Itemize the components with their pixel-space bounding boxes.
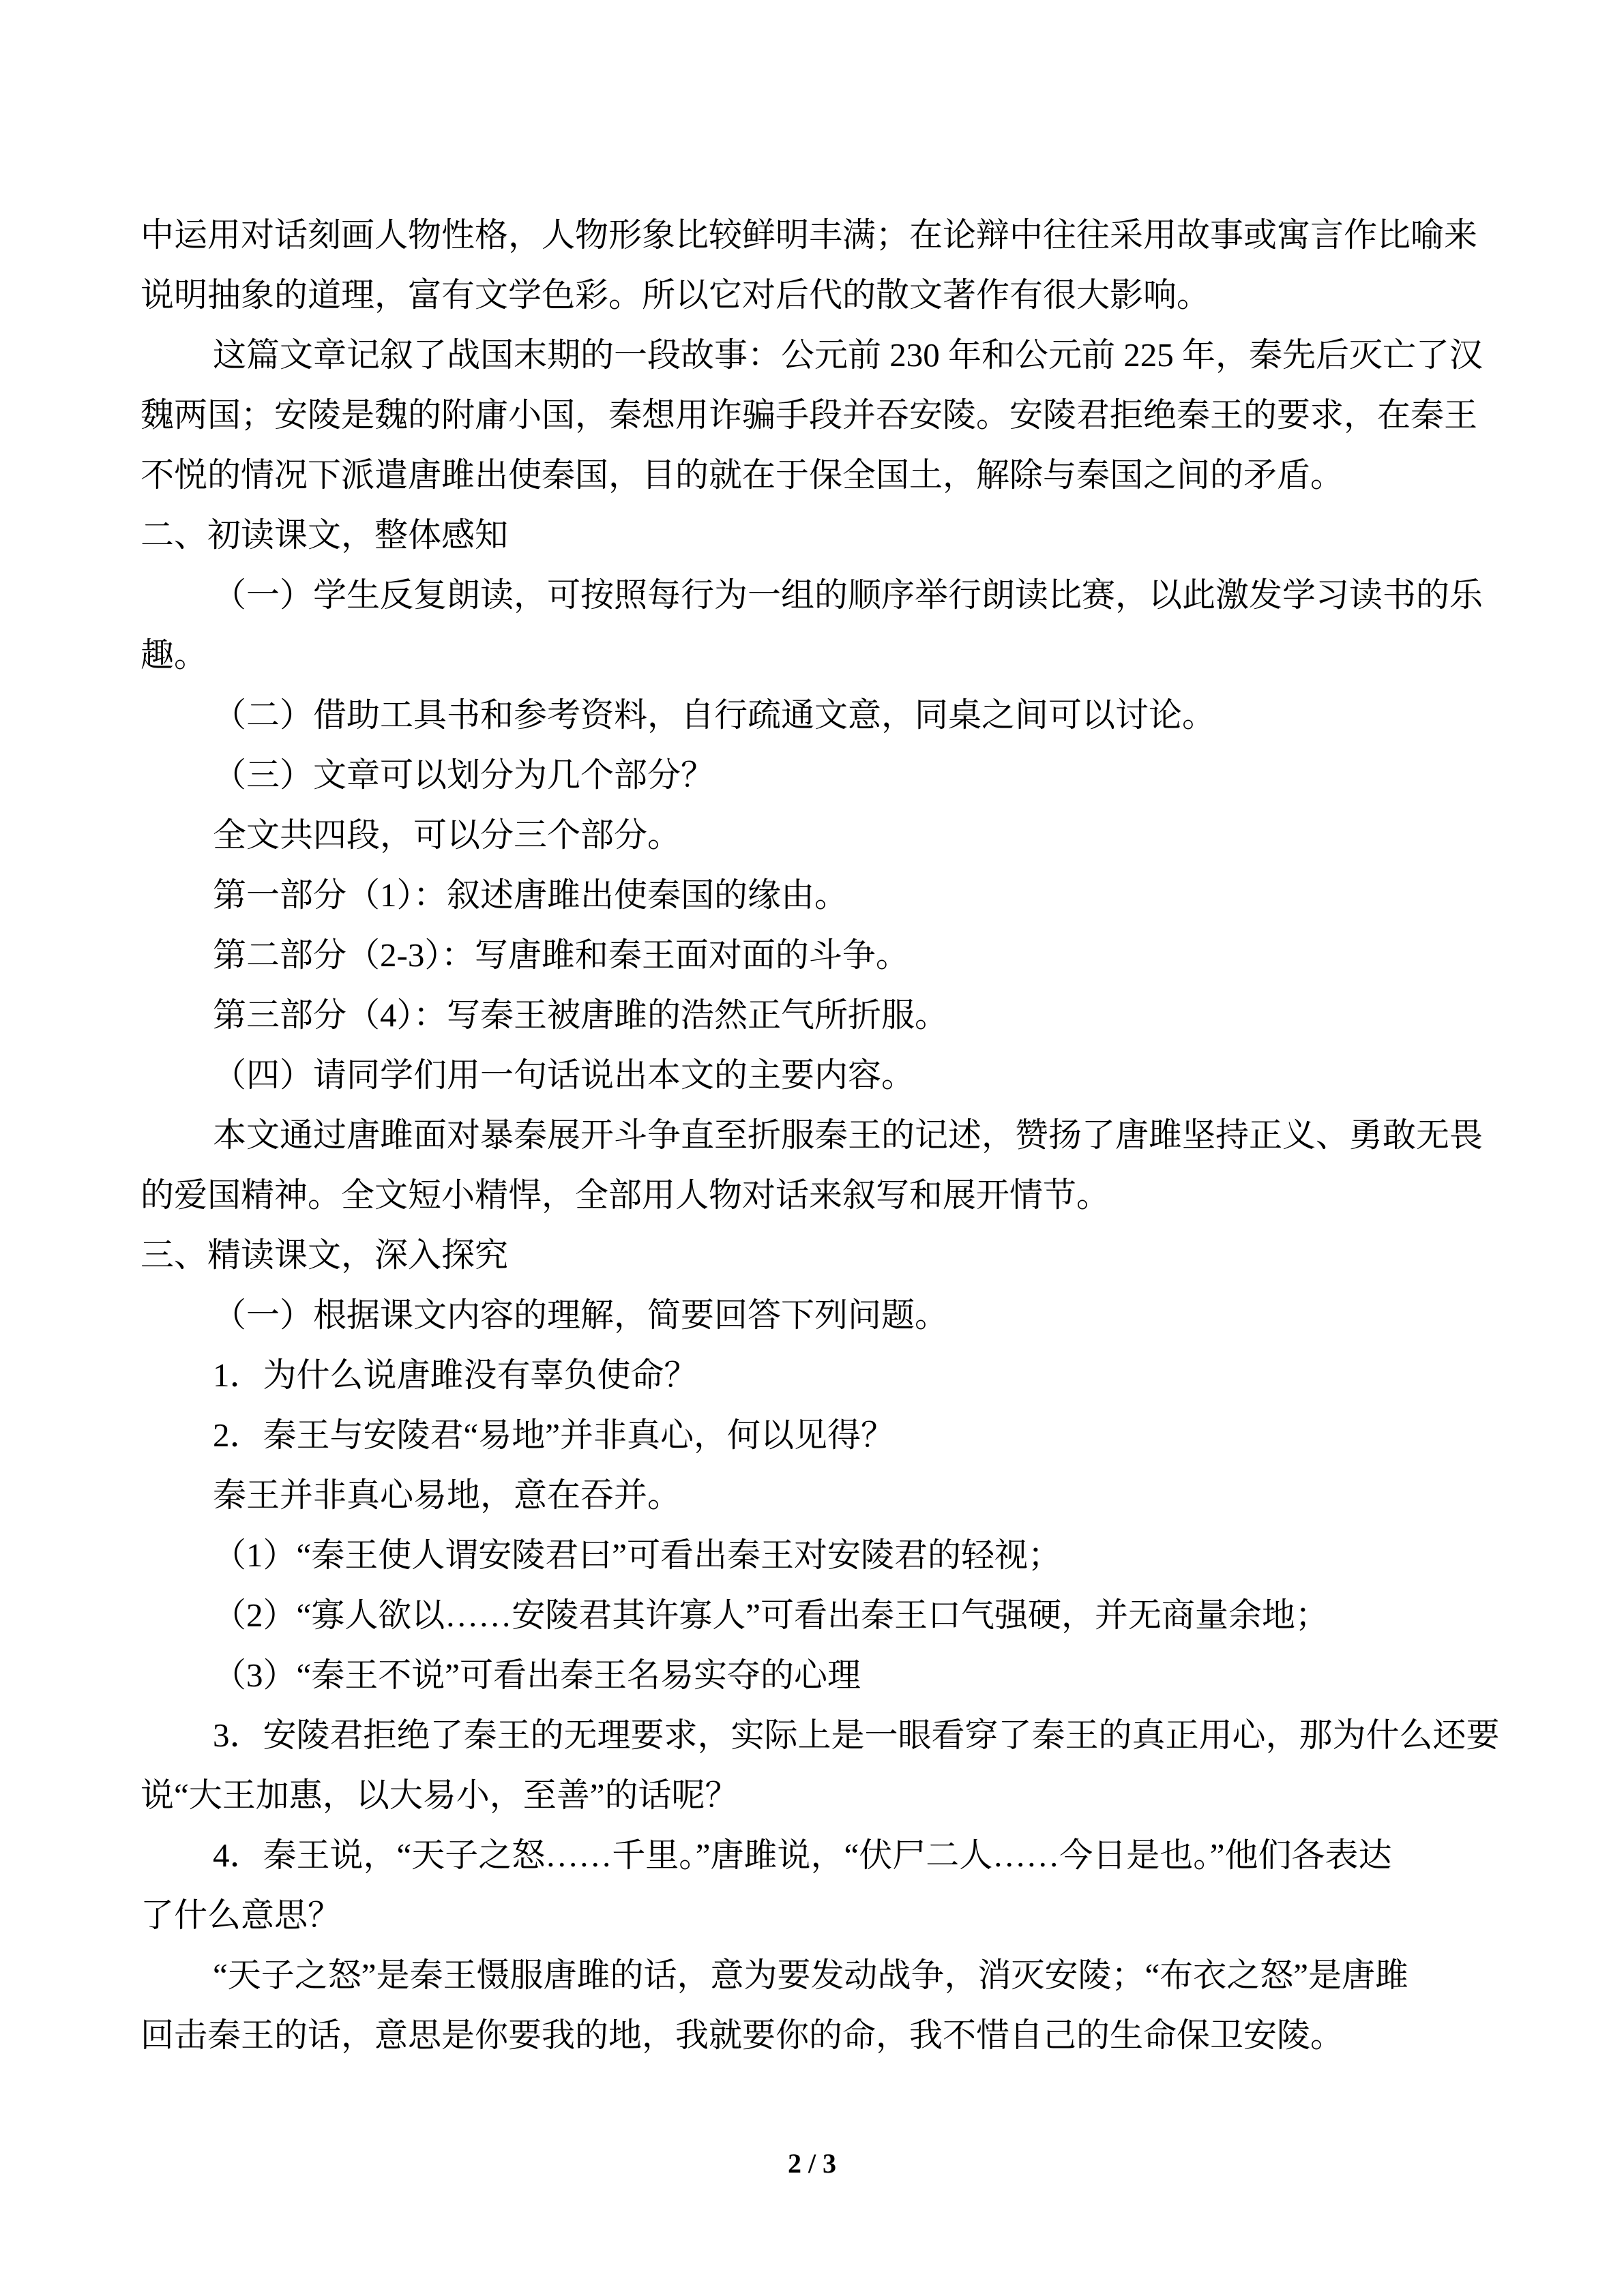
text-line: 回击秦王的话，意思是你要我的地，我就要你的命，我不惜自己的生命保卫安陵。 bbox=[141, 2016, 1344, 2054]
text-line: 三、精读课文，深入探究 bbox=[141, 1236, 509, 1274]
text-line: 第三部分（4）：写秦王被唐雎的浩然正气所折服。 bbox=[213, 996, 949, 1034]
paragraph bbox=[141, 865, 1499, 925]
paragraph bbox=[141, 745, 1499, 805]
text-line: 全文共四段，可以分三个部分。 bbox=[213, 816, 681, 854]
text-line: 的爱国精神。全文短小精悍，全部用人物对话来叙写和展开情节。 bbox=[141, 1176, 1110, 1214]
text-line: 本文通过唐雎面对暴秦展开斗争直至折服秦王的记述，赞扬了唐雎坚持正义、勇敢无畏 bbox=[213, 1116, 1483, 1154]
paragraph bbox=[141, 685, 1499, 745]
text-line: （二）借助工具书和参考资料，自行疏通文意，同桌之间可以讨论。 bbox=[213, 696, 1216, 734]
paragraph bbox=[141, 565, 1499, 685]
document-body bbox=[141, 205, 1499, 2066]
text-line: 第一部分（1）：叙述唐雎出使秦国的缘由。 bbox=[213, 876, 848, 914]
text-line: 魏两国；安陵是魏的附庸小国，秦想用诈骗手段并吞安陵。安陵君拒绝秦王的要求，在秦王 bbox=[141, 396, 1478, 434]
paragraph bbox=[141, 505, 1499, 565]
paragraph bbox=[141, 1645, 1499, 1705]
text-line: （一）学生反复朗读，可按照每行为一组的顺序举行朗读比赛，以此激发学习读书的乐 bbox=[213, 576, 1483, 614]
paragraph bbox=[141, 205, 1499, 325]
text-line: （3）“秦王不说”可看出秦王名易实夺的心理 bbox=[213, 1656, 861, 1694]
text-line: 4．秦王说，“天子之怒……千里。”唐雎说，“伏尸二人……今日是也。”他们各表达 bbox=[213, 1836, 1392, 1874]
paragraph bbox=[141, 1585, 1499, 1645]
paragraph bbox=[141, 1705, 1499, 1825]
paragraph bbox=[141, 1945, 1499, 2066]
text-line: 趣。 bbox=[141, 636, 208, 674]
text-line: （三）文章可以划分为几个部分？ bbox=[213, 756, 715, 794]
paragraph bbox=[141, 1045, 1499, 1105]
text-line: 2．秦王与安陵君“易地”并非真心，何以见得？ bbox=[213, 1416, 894, 1454]
text-line: 不悦的情况下派遣唐雎出使秦国，目的就在于保全国土，解除与秦国之间的矛盾。 bbox=[141, 456, 1344, 494]
text-line: 3．安陵君拒绝了秦王的无理要求，实际上是一眼看穿了秦王的真正用心，那为什么还要 bbox=[213, 1716, 1500, 1754]
text-line: 秦王并非真心易地，意在吞并。 bbox=[213, 1476, 681, 1514]
paragraph bbox=[141, 1225, 1499, 1285]
text-line: 说“大王加惠，以大易小，至善”的话呢？ bbox=[141, 1776, 739, 1814]
paragraph bbox=[141, 1525, 1499, 1585]
paragraph bbox=[141, 985, 1499, 1045]
page-number: 2 / 3 bbox=[787, 2148, 837, 2179]
paragraph bbox=[141, 325, 1499, 505]
text-line: （四）请同学们用一句话说出本文的主要内容。 bbox=[213, 1056, 915, 1094]
text-line: 说明抽象的道理，富有文学色彩。所以它对后代的散文著作有很大影响。 bbox=[141, 276, 1211, 314]
text-line: 中运用对话刻画人物性格，人物形象比较鲜明丰满；在论辩中往往采用故事或寓言作比喻来 bbox=[141, 216, 1478, 254]
text-line: （一）根据课文内容的理解，简要回答下列问题。 bbox=[213, 1296, 949, 1334]
paragraph bbox=[141, 1825, 1499, 1945]
paragraph bbox=[141, 1465, 1499, 1525]
paragraph bbox=[141, 925, 1499, 985]
text-line: 这篇文章记叙了战国末期的一段故事：公元前 230 年和公元前 225 年，秦先后灭亡了汉 bbox=[213, 336, 1483, 374]
text-line: “天子之怒”是秦王慑服唐雎的话，意为要发动战争，消灭安陵；“布衣之怒”是唐雎 bbox=[213, 1956, 1408, 1994]
paragraph bbox=[141, 1105, 1499, 1225]
paragraph bbox=[141, 1345, 1499, 1405]
text-line: 1．为什么说唐雎没有辜负使命？ bbox=[213, 1356, 698, 1394]
text-line: （2）“寡人欲以……安陵君其许寡人”可看出秦王口气强硬，并无商量余地； bbox=[213, 1596, 1329, 1634]
text-line: 了什么意思？ bbox=[141, 1896, 342, 1934]
paragraph bbox=[141, 1285, 1499, 1345]
text-line: 二、初读课文，整体感知 bbox=[141, 516, 509, 554]
text-line: 第二部分（2-3）：写唐雎和秦王面对面的斗争。 bbox=[213, 936, 909, 974]
paragraph bbox=[141, 1405, 1499, 1465]
text-line: （1）“秦王使人谓安陵君曰”可看出秦王对安陵君的轻视； bbox=[213, 1536, 1061, 1574]
paragraph bbox=[141, 805, 1499, 865]
